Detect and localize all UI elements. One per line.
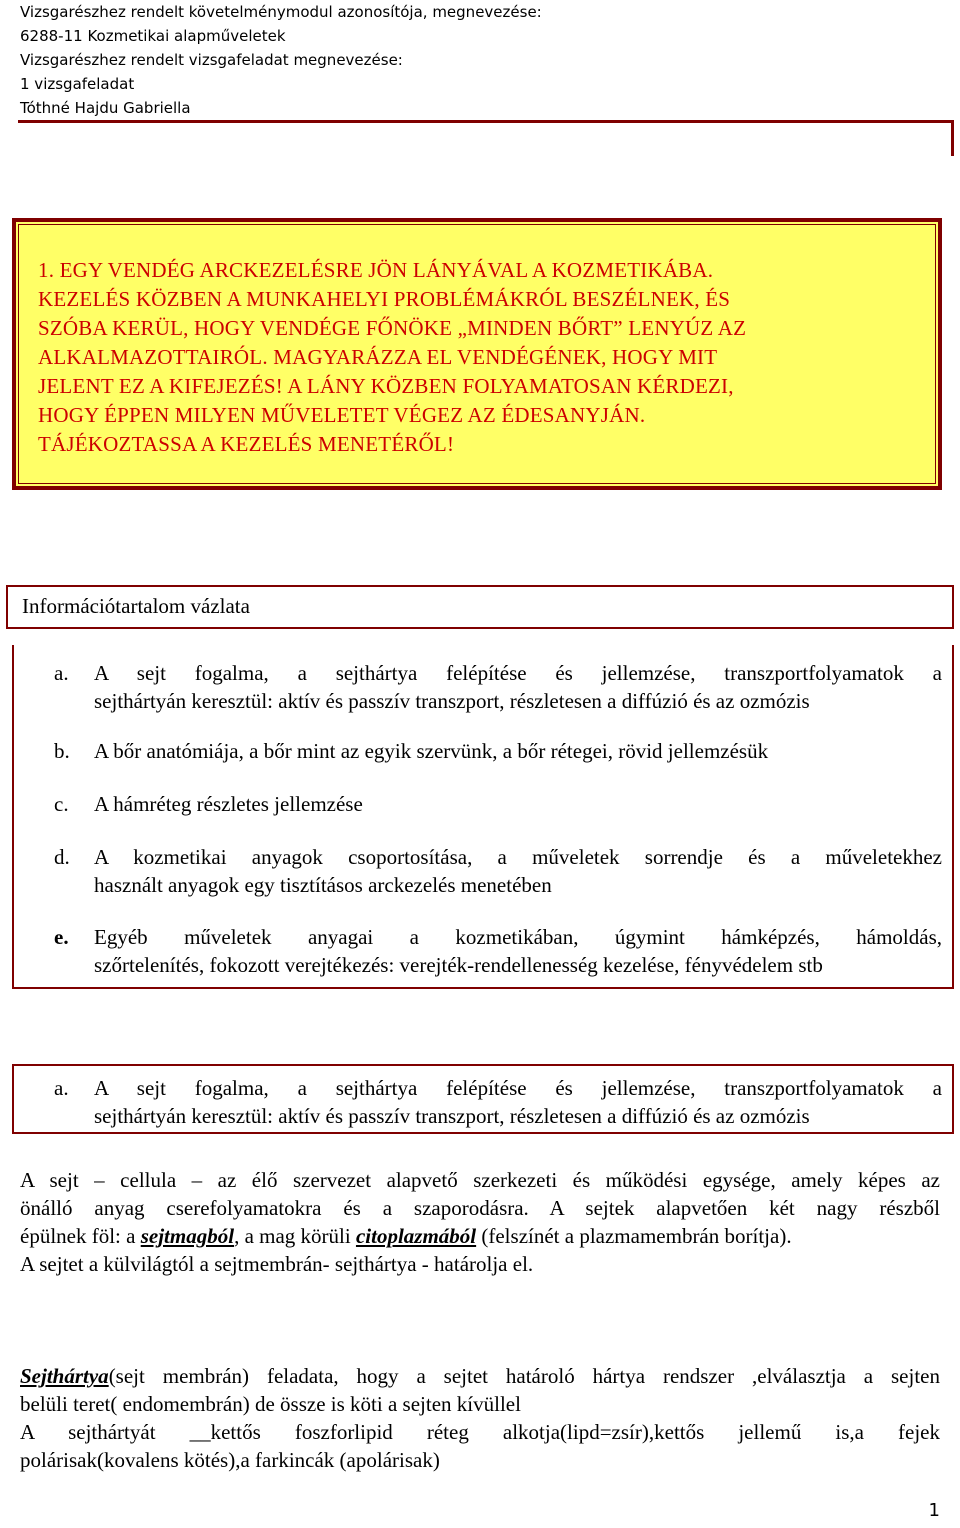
info-title: Információtartalom vázlata <box>22 594 250 618</box>
outline-text: A hámréteg részletes jellemzése <box>94 792 363 816</box>
task-line: HOGY ÉPPEN MILYEN MŰVELETET VÉGEZ AZ ÉDESANYJÁN. <box>38 403 646 427</box>
outline-text: A sejt fogalma, a sejthártya felépítése és jellemzése, transzportfolyamatok a <box>94 661 942 685</box>
info-title-box <box>6 585 954 629</box>
task-line: TÁJÉKOZTASSA A KEZELÉS MENETÉRŐL! <box>38 432 455 456</box>
page-number: 1 <box>928 1500 940 1521</box>
header-line: 6288-11 Kozmetikai alapműveletek <box>20 27 286 45</box>
text-run: épülnek föl: a <box>20 1224 141 1248</box>
paragraph-line <box>20 1362 940 1390</box>
header-line: 1 vizsgafeladat <box>20 75 135 93</box>
header-line: Vizsgarészhez rendelt vizsgafeladat megnevezése: <box>20 51 403 69</box>
task-text <box>38 256 918 459</box>
paragraph-cell <box>20 1166 940 1278</box>
document-header <box>20 0 542 120</box>
outline-text: sejthártyán keresztül: aktív és passzív transzport, részletesen a diffúzió és az ozmózis <box>94 689 810 713</box>
outline-box <box>12 645 954 989</box>
task-line: ALKALMAZOTTAIRÓL. MAGYARÁZZA EL VENDÉGÉNEK, HOGY MIT <box>38 345 718 369</box>
outline-letter: b. <box>54 739 70 763</box>
text-run: (felszínét a plazmamembrán borítja). <box>476 1224 792 1248</box>
outline-letter: c. <box>54 792 69 816</box>
paragraph-line <box>20 1222 940 1250</box>
outline-letter: e. <box>54 925 69 949</box>
text-run-blank: __ <box>189 1420 211 1444</box>
text-run: kettős foszforlipid réteg alkotja(lipd=zsír),kettős jellemű is,a fejek <box>210 1420 940 1444</box>
header-author: Tóthné Hajdu Gabriella <box>20 99 191 117</box>
outline-letter: d. <box>54 845 70 869</box>
section-text: A sejt fogalma, a sejthártya felépítése és jellemzése, transzportfolyamatok a <box>94 1076 942 1100</box>
text-run: , a mag körüli <box>234 1224 356 1248</box>
task-line: 1. EGY VENDÉG ARCKEZELÉSRE JÖN LÁNYÁVAL A KOZMETIKÁBA. <box>38 258 714 282</box>
header-rule-tick <box>951 120 954 156</box>
term-citoplazma: citoplazmából <box>355 1224 477 1248</box>
paragraph-line: önálló anyag cserefolyamatokra és a szaporodásra. A sejtek alapvetően két nagy részből <box>20 1196 940 1220</box>
paragraph-line: A sejtet a külvilágtól a sejtmembrán- sejthártya - határolja el. <box>20 1252 534 1276</box>
task-line: SZÓBA KERÜL, HOGY VENDÉGE FŐNÖKE „MINDEN BŐRT” LENYÚZ AZ <box>38 316 747 340</box>
outline-letter: a. <box>54 661 69 685</box>
task-box <box>12 218 942 490</box>
text-run: (sejt membrán) feladata, hogy a sejtet határoló hártya rendszer ,elválasztja a sejten <box>108 1364 940 1388</box>
outline-text: Egyéb műveletek anyagai a kozmetikában, úgymint hámképzés, hámoldás, <box>94 925 942 949</box>
outline-text: használt anyagok egy tisztításos arckezelés menetében <box>94 873 552 897</box>
paragraph-line: polárisak(kovalens kötés),a farkincák (apolárisak) <box>20 1448 440 1472</box>
paragraph-membrane <box>20 1362 940 1474</box>
text-run: A sejthártyát <box>20 1420 156 1444</box>
header-line: Vizsgarészhez rendelt követelménymodul azonosítója, megnevezése: <box>20 3 542 21</box>
paragraph-line: A sejt – cellula – az élő szervezet alapvető szerkezeti és működési egysége, amely képes az <box>20 1168 940 1192</box>
section-a-box <box>12 1064 954 1134</box>
outline-text: szőrtelenítés, fokozott verejtékezés: verejték-rendellenesség kezelése, fényvédelem stb <box>94 953 823 977</box>
term-sejthartya: Sejthártya <box>20 1364 109 1388</box>
outline-text: A bőr anatómiája, a bőr mint az egyik szervünk, a bőr rétegei, rövid jellemzésük <box>94 739 769 763</box>
section-text: sejthártyán keresztül: aktív és passzív transzport, részletesen a diffúzió és az ozmózis <box>94 1104 810 1128</box>
task-line: JELENT EZ A KIFEJEZÉS! A LÁNY KÖZBEN FOLYAMATOSAN KÉRDEZI, <box>38 374 734 398</box>
outline-text: A kozmetikai anyagok csoportosítása, a műveletek sorrendje és a műveletekhez <box>94 845 942 869</box>
task-line: KEZELÉS KÖZBEN A MUNKAHELYI PROBLÉMÁKRÓL BESZÉLNEK, ÉS <box>38 287 731 311</box>
section-letter: a. <box>54 1076 69 1100</box>
paragraph-line <box>20 1418 940 1446</box>
header-rule <box>18 120 954 123</box>
term-sejtmag: sejtmagból <box>140 1224 235 1248</box>
paragraph-line: belüli teret( endomembrán) de össze is köti a sejten kívüllel <box>20 1392 521 1416</box>
